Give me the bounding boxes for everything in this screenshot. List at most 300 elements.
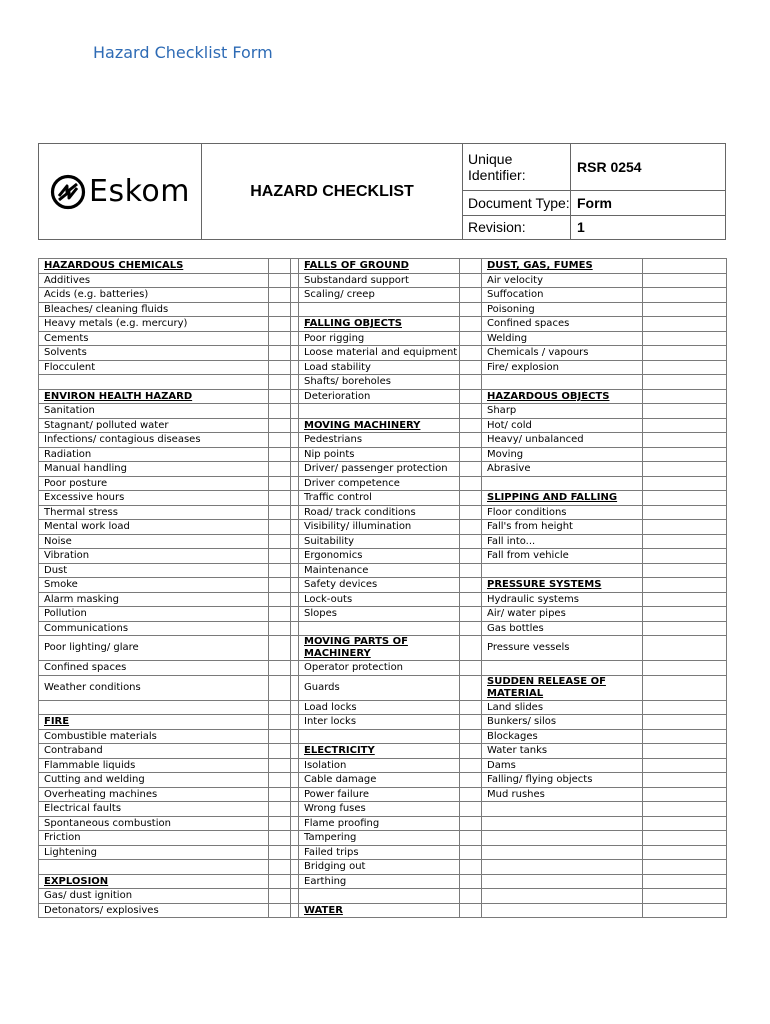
hazard-item-col2: MOVING MACHINERY	[299, 418, 460, 433]
checkbox-col1[interactable]	[269, 317, 291, 332]
checkbox-col3[interactable]	[643, 549, 727, 564]
column-spacer	[291, 802, 299, 817]
column-spacer	[291, 744, 299, 759]
hazard-item-col3	[482, 889, 643, 904]
column-spacer	[291, 520, 299, 535]
hazard-item-col3: Land slides	[482, 700, 643, 715]
hazard-item-col2: MOVING PARTS OF MACHINERY	[299, 636, 460, 661]
hazard-item-col2	[299, 729, 460, 744]
checkbox-col1[interactable]	[269, 889, 291, 904]
hazard-item-col1: Cutting and welding	[39, 773, 269, 788]
document-type-value: Form	[571, 191, 726, 215]
eskom-emblem-icon	[50, 174, 86, 210]
checkbox-col2[interactable]	[460, 773, 482, 788]
hazard-item-col2: Flame proofing	[299, 816, 460, 831]
checkbox-col1[interactable]	[269, 259, 291, 274]
checkbox-col1[interactable]	[269, 831, 291, 846]
checkbox-col3[interactable]	[643, 462, 727, 477]
checkbox-col2[interactable]	[460, 758, 482, 773]
hazard-item-col1: Contraband	[39, 744, 269, 759]
column-spacer	[291, 592, 299, 607]
checklist-row	[39, 288, 727, 303]
checkbox-col2[interactable]	[460, 661, 482, 676]
hazard-item-col2: Isolation	[299, 758, 460, 773]
checkbox-col1[interactable]	[269, 346, 291, 361]
hazard-item-col1: ENVIRON HEALTH HAZARD	[39, 389, 269, 404]
checklist-row	[39, 505, 727, 520]
checkbox-col2[interactable]	[460, 802, 482, 817]
checkbox-col1[interactable]	[269, 845, 291, 860]
checkbox-col2[interactable]	[460, 831, 482, 846]
checkbox-col2[interactable]	[460, 816, 482, 831]
checkbox-col2[interactable]	[460, 505, 482, 520]
hazard-item-col2: ELECTRICITY	[299, 744, 460, 759]
checklist-row	[39, 758, 727, 773]
hazard-item-col2: Tampering	[299, 831, 460, 846]
checklist-row	[39, 273, 727, 288]
revision-label: Revision:	[463, 215, 571, 239]
checklist-row	[39, 302, 727, 317]
hazard-item-col1: Stagnant/ polluted water	[39, 418, 269, 433]
checkbox-col3[interactable]	[643, 520, 727, 535]
column-spacer	[291, 491, 299, 506]
checkbox-col3[interactable]	[643, 860, 727, 875]
checkbox-col1[interactable]	[269, 360, 291, 375]
checkbox-col1[interactable]	[269, 773, 291, 788]
checkbox-col3[interactable]	[643, 578, 727, 593]
checkbox-col3[interactable]	[643, 346, 727, 361]
hazard-item-col3	[482, 802, 643, 817]
hazard-item-col2: Lock-outs	[299, 592, 460, 607]
column-spacer	[291, 661, 299, 676]
checkbox-col3[interactable]	[643, 273, 727, 288]
checkbox-col3[interactable]	[643, 715, 727, 730]
checkbox-col1[interactable]	[269, 661, 291, 676]
checklist-row	[39, 360, 727, 375]
checklist-row	[39, 816, 727, 831]
checkbox-col2[interactable]	[460, 563, 482, 578]
checklist-row	[39, 375, 727, 390]
column-spacer	[291, 534, 299, 549]
checkbox-col3[interactable]	[643, 661, 727, 676]
checkbox-col2[interactable]	[460, 636, 482, 661]
checkbox-col1[interactable]	[269, 375, 291, 390]
checkbox-col2[interactable]	[460, 418, 482, 433]
checkbox-col3[interactable]	[643, 331, 727, 346]
form-title: HAZARD CHECKLIST	[202, 144, 463, 240]
checkbox-col3[interactable]	[643, 621, 727, 636]
hazard-item-col3: Fall into...	[482, 534, 643, 549]
checkbox-col3[interactable]	[643, 787, 727, 802]
checkbox-col1[interactable]	[269, 744, 291, 759]
hazard-item-col3: Fall's from height	[482, 520, 643, 535]
checklist-row	[39, 845, 727, 860]
checkbox-col2[interactable]	[460, 874, 482, 889]
checkbox-col2[interactable]	[460, 700, 482, 715]
checklist-row	[39, 346, 727, 361]
checkbox-col1[interactable]	[269, 273, 291, 288]
hazard-item-col1	[39, 375, 269, 390]
column-spacer	[291, 505, 299, 520]
hazard-item-col1: Noise	[39, 534, 269, 549]
checkbox-col1[interactable]	[269, 491, 291, 506]
checkbox-col1[interactable]	[269, 389, 291, 404]
hazard-item-col3: Fall from vehicle	[482, 549, 643, 564]
checkbox-col3[interactable]	[643, 802, 727, 817]
checkbox-col3[interactable]	[643, 259, 727, 274]
checkbox-col2[interactable]	[460, 860, 482, 875]
checkbox-col2[interactable]	[460, 447, 482, 462]
hazard-item-col2: Load locks	[299, 700, 460, 715]
checkbox-col2[interactable]	[460, 491, 482, 506]
hazard-item-col3	[482, 874, 643, 889]
checkbox-col1[interactable]	[269, 433, 291, 448]
checkbox-col3[interactable]	[643, 592, 727, 607]
hazard-item-col2: FALLS OF GROUND	[299, 259, 460, 274]
checkbox-col2[interactable]	[460, 889, 482, 904]
checkbox-col3[interactable]	[643, 534, 727, 549]
hazard-item-col1: Cements	[39, 331, 269, 346]
checkbox-col1[interactable]	[269, 903, 291, 918]
checkbox-col3[interactable]	[643, 317, 727, 332]
checklist-row	[39, 729, 727, 744]
column-spacer	[291, 476, 299, 491]
hazard-item-col2: Deterioration	[299, 389, 460, 404]
hazard-item-col1: EXPLOSION	[39, 874, 269, 889]
hazard-item-col2: Cable damage	[299, 773, 460, 788]
checklist-row	[39, 317, 727, 332]
hazard-item-col2: Inter locks	[299, 715, 460, 730]
hazard-item-col2	[299, 302, 460, 317]
checkbox-col1[interactable]	[269, 288, 291, 303]
hazard-item-col3: Falling/ flying objects	[482, 773, 643, 788]
checkbox-col3[interactable]	[643, 729, 727, 744]
checkbox-col2[interactable]	[460, 549, 482, 564]
column-spacer	[291, 816, 299, 831]
hazard-item-col1: Confined spaces	[39, 661, 269, 676]
hazard-item-col3: Fire/ explosion	[482, 360, 643, 375]
checkbox-col2[interactable]	[460, 259, 482, 274]
checkbox-col1[interactable]	[269, 302, 291, 317]
checkbox-col3[interactable]	[643, 636, 727, 661]
hazard-item-col2: WATER	[299, 903, 460, 918]
column-spacer	[291, 729, 299, 744]
hazard-item-col2: Slopes	[299, 607, 460, 622]
hazard-item-col1: Flammable liquids	[39, 758, 269, 773]
hazard-item-col3: Hot/ cold	[482, 418, 643, 433]
hazard-item-col3: SUDDEN RELEASE OF MATERIAL	[482, 675, 643, 700]
checkbox-col1[interactable]	[269, 592, 291, 607]
checkbox-col2[interactable]	[460, 375, 482, 390]
unique-identifier-label: Unique Identifier:	[463, 144, 571, 191]
checkbox-col2[interactable]	[460, 273, 482, 288]
checkbox-col2[interactable]	[460, 331, 482, 346]
hazard-item-col1: Alarm masking	[39, 592, 269, 607]
hazard-item-col1: Weather conditions	[39, 675, 269, 700]
checkbox-col2[interactable]	[460, 621, 482, 636]
checkbox-col1[interactable]	[269, 578, 291, 593]
hazard-item-col3	[482, 476, 643, 491]
hazard-item-col1: Thermal stress	[39, 505, 269, 520]
checklist-row	[39, 661, 727, 676]
hazard-checklist-table	[38, 258, 727, 918]
hazard-item-col1: Vibration	[39, 549, 269, 564]
checkbox-col2[interactable]	[460, 520, 482, 535]
hazard-item-col3	[482, 375, 643, 390]
checkbox-col2[interactable]	[460, 715, 482, 730]
checkbox-col2[interactable]	[460, 476, 482, 491]
checklist-row	[39, 773, 727, 788]
checkbox-col3[interactable]	[643, 563, 727, 578]
column-spacer	[291, 563, 299, 578]
checklist-row	[39, 831, 727, 846]
checkbox-col3[interactable]	[643, 831, 727, 846]
hazard-item-col2: Power failure	[299, 787, 460, 802]
hazard-item-col1: Poor posture	[39, 476, 269, 491]
hazard-item-col1: Radiation	[39, 447, 269, 462]
unique-identifier-value: RSR 0254	[571, 144, 726, 191]
checkbox-col1[interactable]	[269, 787, 291, 802]
checkbox-col3[interactable]	[643, 491, 727, 506]
document-type-label: Document Type:	[463, 191, 571, 215]
hazard-item-col3: Moving	[482, 447, 643, 462]
checkbox-col1[interactable]	[269, 715, 291, 730]
hazard-item-col3: HAZARDOUS OBJECTS	[482, 389, 643, 404]
hazard-item-col2: Wrong fuses	[299, 802, 460, 817]
checklist-row	[39, 802, 727, 817]
checkbox-col1[interactable]	[269, 404, 291, 419]
eskom-logo	[39, 174, 201, 210]
checkbox-col3[interactable]	[643, 700, 727, 715]
checklist-row	[39, 520, 727, 535]
checklist-row	[39, 787, 727, 802]
checkbox-col2[interactable]	[460, 346, 482, 361]
checkbox-col3[interactable]	[643, 360, 727, 375]
hazard-item-col2: Maintenance	[299, 563, 460, 578]
checkbox-col2[interactable]	[460, 404, 482, 419]
checkbox-col1[interactable]	[269, 534, 291, 549]
checkbox-col1[interactable]	[269, 802, 291, 817]
hazard-item-col1: Lightening	[39, 845, 269, 860]
hazard-item-col2: Suitability	[299, 534, 460, 549]
hazard-item-col3: Dams	[482, 758, 643, 773]
hazard-item-col2: Driver/ passenger protection	[299, 462, 460, 477]
column-spacer	[291, 831, 299, 846]
logo-cell	[39, 144, 202, 240]
column-spacer	[291, 331, 299, 346]
hazard-item-col2: Guards	[299, 675, 460, 700]
checkbox-col3[interactable]	[643, 302, 727, 317]
checkbox-col1[interactable]	[269, 621, 291, 636]
checkbox-col1[interactable]	[269, 729, 291, 744]
hazard-item-col3: Hydraulic systems	[482, 592, 643, 607]
hazard-item-col2	[299, 404, 460, 419]
hazard-item-col2: Bridging out	[299, 860, 460, 875]
checklist-row	[39, 389, 727, 404]
checkbox-col2[interactable]	[460, 592, 482, 607]
checkbox-col1[interactable]	[269, 816, 291, 831]
checkbox-col2[interactable]	[460, 389, 482, 404]
checkbox-col1[interactable]	[269, 675, 291, 700]
checkbox-col2[interactable]	[460, 607, 482, 622]
checkbox-col3[interactable]	[643, 744, 727, 759]
checklist-row	[39, 889, 727, 904]
checkbox-col3[interactable]	[643, 816, 727, 831]
checkbox-col3[interactable]	[643, 433, 727, 448]
hazard-item-col1: Mental work load	[39, 520, 269, 535]
checkbox-col2[interactable]	[460, 744, 482, 759]
hazard-item-col2: Road/ track conditions	[299, 505, 460, 520]
hazard-item-col3: Welding	[482, 331, 643, 346]
hazard-item-col3: PRESSURE SYSTEMS	[482, 578, 643, 593]
hazard-item-col2: Ergonomics	[299, 549, 460, 564]
column-spacer	[291, 700, 299, 715]
checkbox-col1[interactable]	[269, 520, 291, 535]
checklist-row	[39, 860, 727, 875]
checkbox-col3[interactable]	[643, 874, 727, 889]
hazard-item-col1	[39, 700, 269, 715]
column-spacer	[291, 578, 299, 593]
checkbox-col2[interactable]	[460, 317, 482, 332]
hazard-item-col2: Earthing	[299, 874, 460, 889]
column-spacer	[291, 302, 299, 317]
column-spacer	[291, 389, 299, 404]
checklist-row	[39, 578, 727, 593]
column-spacer	[291, 447, 299, 462]
column-spacer	[291, 549, 299, 564]
column-spacer	[291, 288, 299, 303]
hazard-item-col1: Overheating machines	[39, 787, 269, 802]
column-spacer	[291, 758, 299, 773]
hazard-item-col3: Pressure vessels	[482, 636, 643, 661]
hazard-item-col1: Poor lighting/ glare	[39, 636, 269, 661]
column-spacer	[291, 607, 299, 622]
checklist-row	[39, 462, 727, 477]
checkbox-col3[interactable]	[643, 903, 727, 918]
checkbox-col3[interactable]	[643, 389, 727, 404]
checklist-row	[39, 433, 727, 448]
checkbox-col3[interactable]	[643, 845, 727, 860]
checkbox-col1[interactable]	[269, 563, 291, 578]
column-spacer	[291, 418, 299, 433]
hazard-item-col3: Water tanks	[482, 744, 643, 759]
checkbox-col1[interactable]	[269, 549, 291, 564]
checkbox-col2[interactable]	[460, 578, 482, 593]
hazard-item-col3: Suffocation	[482, 288, 643, 303]
hazard-item-col1: Combustible materials	[39, 729, 269, 744]
hazard-item-col1	[39, 860, 269, 875]
checkbox-col1[interactable]	[269, 874, 291, 889]
checkbox-col1[interactable]	[269, 700, 291, 715]
checkbox-col2[interactable]	[460, 360, 482, 375]
checklist-row	[39, 675, 727, 700]
hazard-item-col2: Loose material and equipment	[299, 346, 460, 361]
document-header	[38, 143, 726, 240]
checkbox-col3[interactable]	[643, 288, 727, 303]
checkbox-col3[interactable]	[643, 447, 727, 462]
checkbox-col2[interactable]	[460, 302, 482, 317]
hazard-item-col2: Operator protection	[299, 661, 460, 676]
hazard-item-col2: Pedestrians	[299, 433, 460, 448]
checkbox-col2[interactable]	[460, 903, 482, 918]
hazard-item-col2: Scaling/ creep	[299, 288, 460, 303]
checkbox-col3[interactable]	[643, 607, 727, 622]
checklist-row	[39, 447, 727, 462]
hazard-item-col1: Infections/ contagious diseases	[39, 433, 269, 448]
checkbox-col3[interactable]	[643, 773, 727, 788]
checkbox-col2[interactable]	[460, 675, 482, 700]
column-spacer	[291, 773, 299, 788]
hazard-item-col3	[482, 831, 643, 846]
checkbox-col3[interactable]	[643, 418, 727, 433]
checkbox-col3[interactable]	[643, 505, 727, 520]
checkbox-col2[interactable]	[460, 534, 482, 549]
checkbox-col2[interactable]	[460, 845, 482, 860]
checkbox-col2[interactable]	[460, 433, 482, 448]
hazard-item-col1: Solvents	[39, 346, 269, 361]
hazard-item-col2: Poor rigging	[299, 331, 460, 346]
hazard-item-col2: Shafts/ boreholes	[299, 375, 460, 390]
hazard-item-col1: Pollution	[39, 607, 269, 622]
checklist-row	[39, 563, 727, 578]
checklist-row	[39, 418, 727, 433]
hazard-item-col3: Mud rushes	[482, 787, 643, 802]
column-spacer	[291, 675, 299, 700]
checkbox-col3[interactable]	[643, 404, 727, 419]
checkbox-col1[interactable]	[269, 447, 291, 462]
checkbox-col2[interactable]	[460, 729, 482, 744]
checkbox-col1[interactable]	[269, 505, 291, 520]
checkbox-col1[interactable]	[269, 462, 291, 477]
hazard-item-col3	[482, 816, 643, 831]
hazard-item-col1: Flocculent	[39, 360, 269, 375]
checkbox-col3[interactable]	[643, 375, 727, 390]
hazard-item-col2	[299, 621, 460, 636]
checklist-row	[39, 744, 727, 759]
hazard-item-col3: Gas bottles	[482, 621, 643, 636]
checkbox-col2[interactable]	[460, 288, 482, 303]
checkbox-col1[interactable]	[269, 418, 291, 433]
checklist-row	[39, 636, 727, 661]
checkbox-col2[interactable]	[460, 787, 482, 802]
document-title: Hazard Checklist Form	[93, 43, 273, 62]
checkbox-col1[interactable]	[269, 860, 291, 875]
checkbox-col1[interactable]	[269, 476, 291, 491]
hazard-item-col3: Air velocity	[482, 273, 643, 288]
checkbox-col1[interactable]	[269, 758, 291, 773]
hazard-item-col1: Communications	[39, 621, 269, 636]
hazard-item-col1: Electrical faults	[39, 802, 269, 817]
checkbox-col3[interactable]	[643, 476, 727, 491]
hazard-item-col3: Bunkers/ silos	[482, 715, 643, 730]
checkbox-col1[interactable]	[269, 331, 291, 346]
hazard-item-col2: Safety devices	[299, 578, 460, 593]
checkbox-col2[interactable]	[460, 462, 482, 477]
checkbox-col3[interactable]	[643, 675, 727, 700]
checkbox-col1[interactable]	[269, 636, 291, 661]
checklist-row	[39, 331, 727, 346]
checkbox-col3[interactable]	[643, 889, 727, 904]
hazard-item-col2: Traffic control	[299, 491, 460, 506]
hazard-item-col3: Air/ water pipes	[482, 607, 643, 622]
logo-wordmark: Eskom	[89, 173, 190, 209]
hazard-item-col2	[299, 889, 460, 904]
hazard-item-col3: Confined spaces	[482, 317, 643, 332]
hazard-item-col1: Excessive hours	[39, 491, 269, 506]
hazard-item-col1: Friction	[39, 831, 269, 846]
checkbox-col1[interactable]	[269, 607, 291, 622]
checkbox-col3[interactable]	[643, 758, 727, 773]
